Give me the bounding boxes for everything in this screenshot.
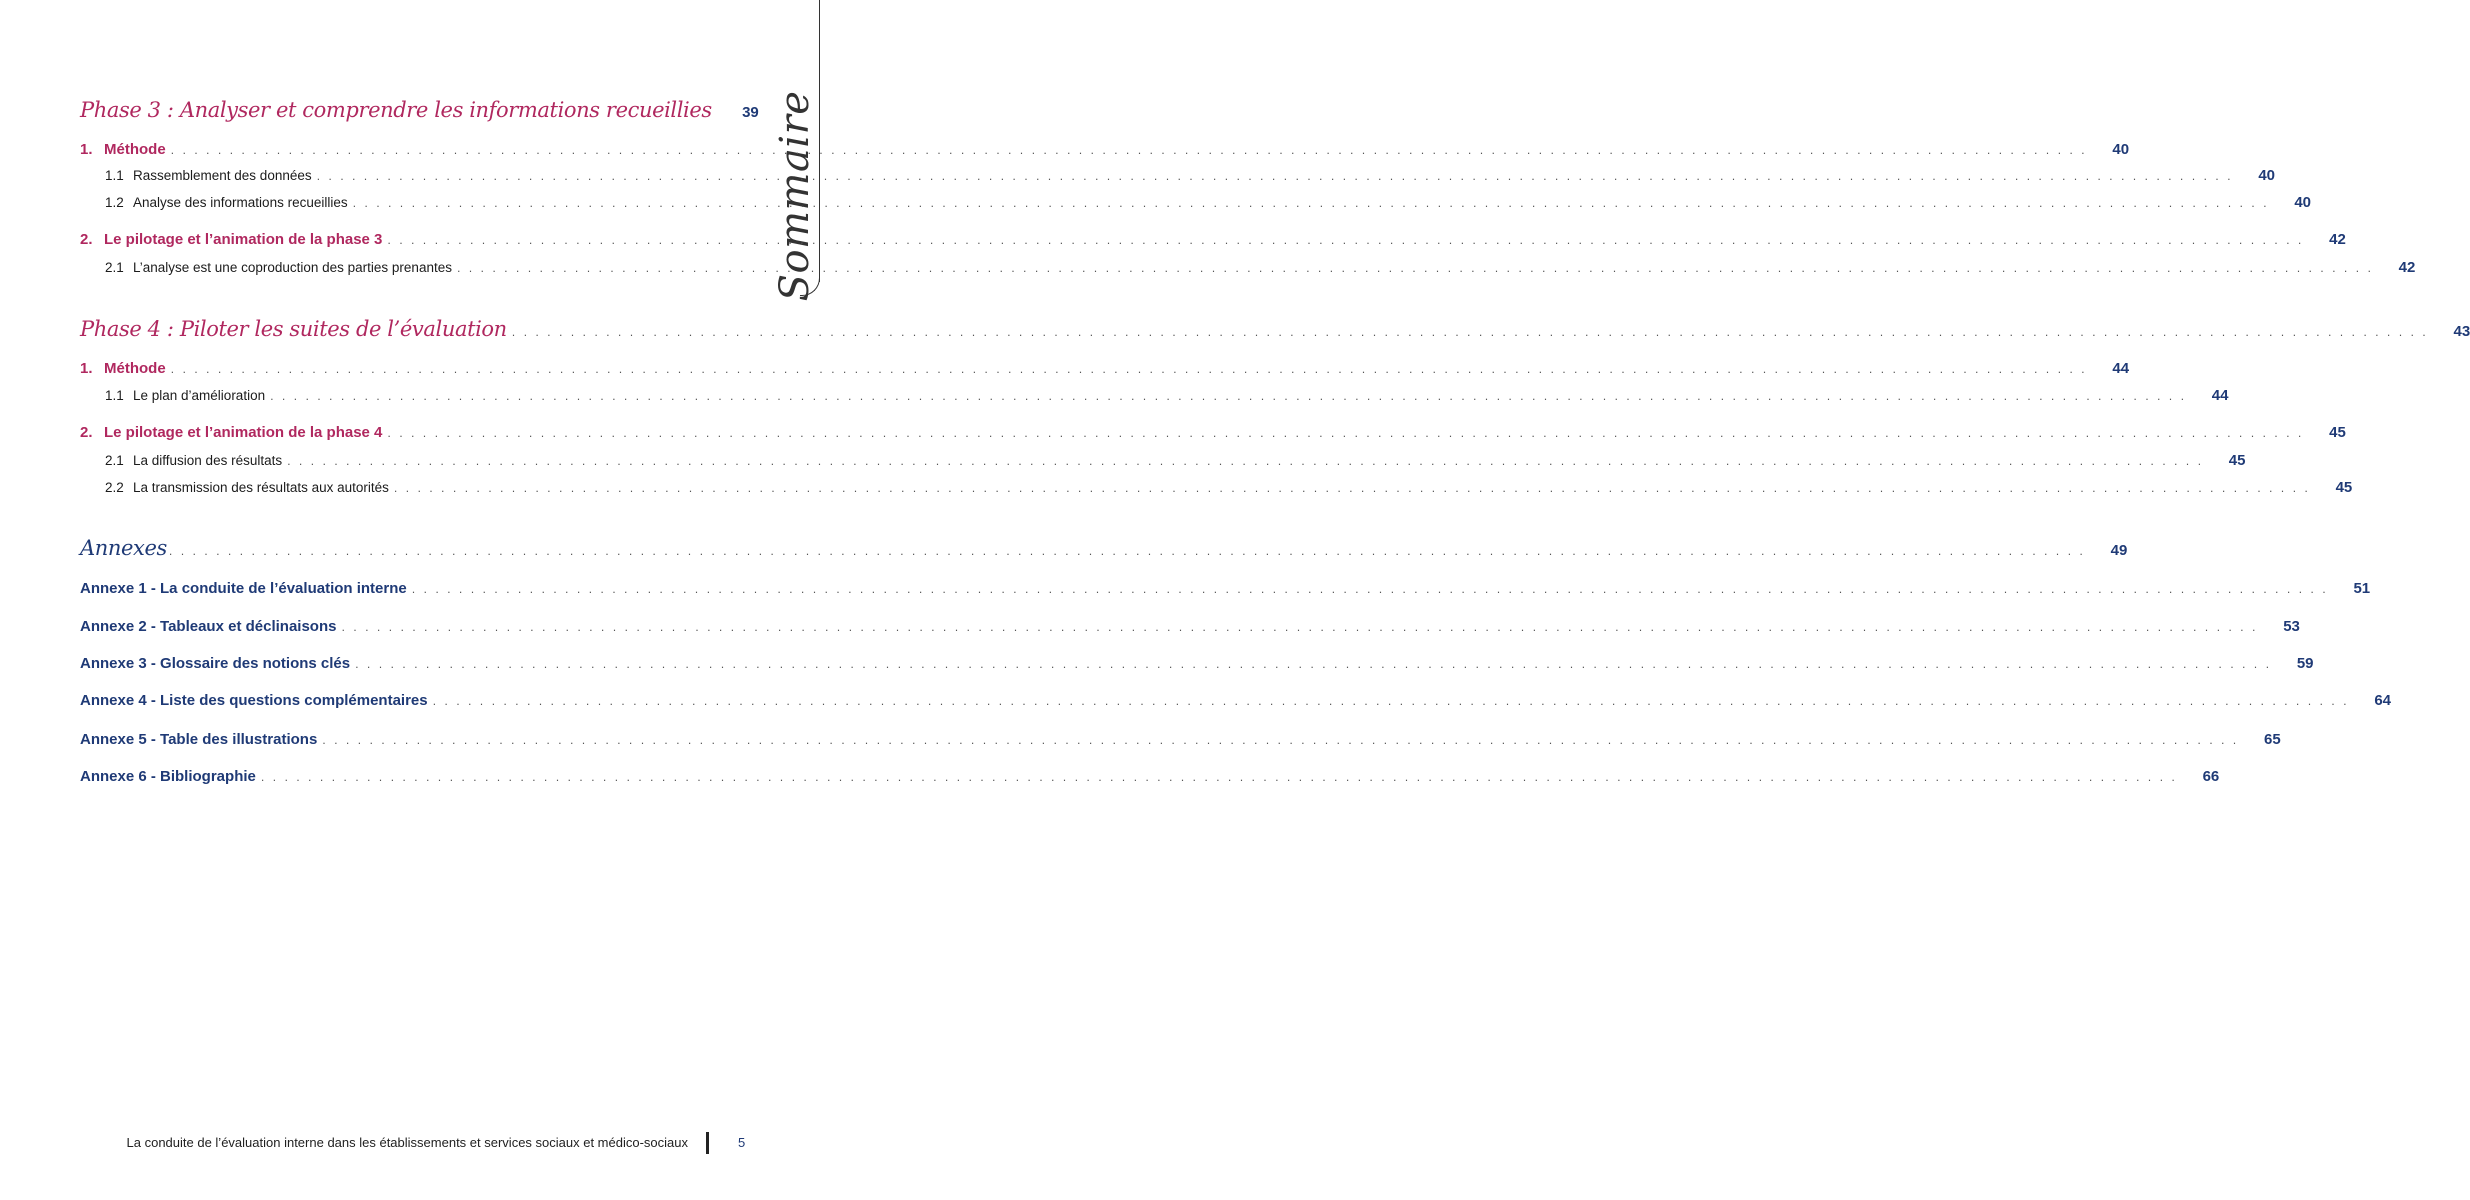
toc-page-number: 53 <box>2283 618 2300 635</box>
toc-entry-title: Le pilotage et l’animation de la phase 4 <box>104 424 383 441</box>
toc-page-number: 39 <box>742 104 759 121</box>
toc-entry-number: 2.2 <box>105 480 124 495</box>
toc-entry-title: Méthode <box>104 141 166 158</box>
toc-page-number: 49 <box>2110 542 2128 559</box>
toc-page-number: 66 <box>2202 768 2220 785</box>
leader-dots <box>322 734 2238 747</box>
toc-page-number: 65 <box>2264 731 2281 748</box>
toc-page-number: 51 <box>2353 580 2371 597</box>
toc-page-number: 40 <box>2258 167 2275 184</box>
toc-entry-title: Analyse des informations recueillies <box>133 195 348 210</box>
leader-dots <box>287 455 2203 468</box>
side-tab-label: Sommaire <box>772 90 818 302</box>
leader-dots <box>387 427 2303 440</box>
toc-page-number: 43 <box>2453 323 2470 340</box>
toc-entry-number: 1. <box>80 360 93 377</box>
toc-entry-phase4-2-1[interactable] <box>105 452 2246 469</box>
toc-entry-phase4-2-2[interactable] <box>105 479 2353 496</box>
toc-entry-phase3-1-1[interactable] <box>105 167 2275 184</box>
toc-entry-annex6[interactable] <box>80 768 2220 785</box>
toc-entry-number: 1.1 <box>105 168 124 183</box>
toc-entry-title: Phase 3 : Analyser et comprendre les informations recueillies <box>80 98 712 122</box>
toc-entry-title: Annexe 2 - Tableaux et déclinaisons <box>80 618 337 635</box>
leader-dots <box>394 482 2310 495</box>
leader-dots <box>317 170 2233 183</box>
footer-title: La conduite de l’évaluation interne dans les établissements et services sociaux et médico-sociaux <box>126 1135 688 1150</box>
leader-dots <box>169 545 2085 558</box>
leader-dots <box>412 583 2328 596</box>
toc-entry-number: 1. <box>80 141 93 158</box>
toc-entry-annex4[interactable] <box>80 692 2391 709</box>
toc-entry-title: Méthode <box>104 360 166 377</box>
leader-dots <box>171 363 2087 376</box>
toc-page-number: 44 <box>2112 360 2130 377</box>
toc-entry-annex1[interactable] <box>80 580 2371 597</box>
toc-entry-number: 2. <box>80 424 93 441</box>
toc-page-number: 44 <box>2211 387 2229 404</box>
toc-entry-phase4-pilotage[interactable] <box>80 424 2346 441</box>
footer-page-number: 5 <box>738 1135 746 1150</box>
toc-entry-number: 1.2 <box>105 195 124 210</box>
toc-entry-title: La diffusion des résultats <box>133 453 283 468</box>
toc-page-number: 59 <box>2296 655 2314 672</box>
toc-entry-annexes[interactable] <box>80 536 2128 560</box>
leader-dots <box>355 658 2271 671</box>
toc-page-number: 64 <box>2374 692 2391 709</box>
toc-entry-annex2[interactable] <box>80 618 2300 635</box>
toc-entry-title: Annexes <box>80 536 167 560</box>
toc-entry-annex3[interactable] <box>80 655 2314 672</box>
toc-entry-number: 2. <box>80 231 93 248</box>
leader-dots <box>433 695 2349 708</box>
toc-page-number: 45 <box>2228 452 2246 469</box>
footer-divider <box>706 1132 709 1154</box>
toc-entry-phase3[interactable] <box>80 98 759 122</box>
toc-entry-number: 2.1 <box>105 260 124 275</box>
toc-entry-title: Annexe 6 - Bibliographie <box>80 768 256 785</box>
toc-page-number: 40 <box>2294 194 2311 211</box>
toc-entry-phase3-pilotage[interactable] <box>80 231 2346 248</box>
toc-entry-phase4[interactable] <box>80 317 2470 341</box>
toc-entry-annex5[interactable] <box>80 731 2281 748</box>
toc-entry-title: Annexe 5 - Table des illustrations <box>80 731 318 748</box>
toc-entry-phase3-methode[interactable] <box>80 141 2130 158</box>
leader-dots <box>387 234 2303 247</box>
toc-entry-title: Le pilotage et l’animation de la phase 3 <box>104 231 383 248</box>
toc-entry-title: Annexe 4 - Liste des questions complémentaires <box>80 692 428 709</box>
leader-dots <box>353 197 2269 210</box>
toc-page-number: 40 <box>2112 141 2130 158</box>
toc-page-number: 42 <box>2329 231 2346 248</box>
toc-entry-phase4-1-1[interactable] <box>105 387 2229 404</box>
leader-dots <box>171 144 2087 157</box>
toc-entry-title: Rassemblement des données <box>133 168 312 183</box>
toc-entry-title: L’analyse est une coproduction des parties prenantes <box>133 260 452 275</box>
toc-entry-number: 2.1 <box>105 453 124 468</box>
toc-entry-title: Annexe 1 - La conduite de l’évaluation interne <box>80 580 407 597</box>
toc-entry-title: Annexe 3 - Glossaire des notions clés <box>80 655 351 672</box>
toc-page-number: 42 <box>2398 259 2416 276</box>
toc-entry-title: La transmission des résultats aux autorités <box>133 480 389 495</box>
toc-entry-title: Le plan d’amélioration <box>133 388 266 403</box>
toc-entry-phase3-1-2[interactable] <box>105 194 2311 211</box>
page-footer <box>0 1134 848 1154</box>
toc-page-number: 45 <box>2329 424 2346 441</box>
toc-entry-phase4-methode[interactable] <box>80 360 2130 377</box>
toc-entry-number: 1.1 <box>105 388 124 403</box>
leader-dots <box>261 771 2177 784</box>
leader-dots <box>270 390 2186 403</box>
leader-dots <box>512 326 2428 339</box>
leader-dots <box>341 621 2257 634</box>
toc-page-number: 45 <box>2335 479 2353 496</box>
toc-entry-title: Phase 4 : Piloter les suites de l’évaluation <box>80 317 507 341</box>
toc-entry-phase3-2-1[interactable] <box>105 259 2416 276</box>
leader-dots <box>457 262 2373 275</box>
